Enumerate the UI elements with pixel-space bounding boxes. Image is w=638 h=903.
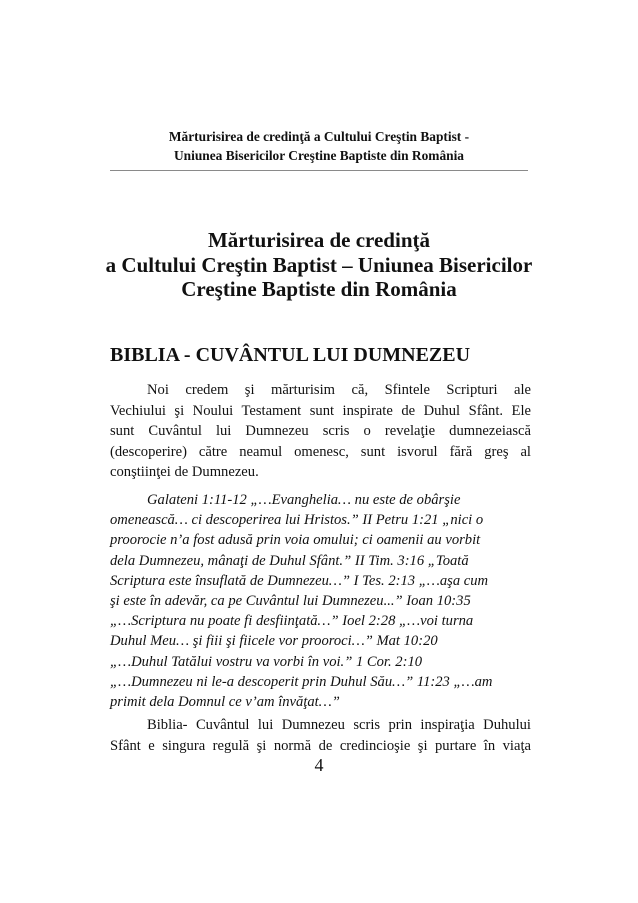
- reference-line: proorocie n’a fost adusă prin voia omului; ci oamenii au vorbit: [110, 532, 481, 549]
- paragraph-line: (descoperire) către neamul omenesc, sunt isvorul fără greş al: [110, 443, 531, 460]
- paragraph-intro: [110, 380, 531, 483]
- reference-line: şi este în adevăr, ca pe Cuvântul lui Dumnezeu...” Ioan 10:35: [110, 592, 471, 609]
- reference-line: Scriptura este însuflată de Dumnezeu…” I Tes. 2:13 „…aşa cum: [110, 572, 489, 589]
- scripture-references: [110, 490, 531, 712]
- paragraph-line: Biblia- Cuvântul lui Dumnezeu scris prin inspiraţia Duhului: [147, 717, 531, 733]
- reference-line: omenească… ci descoperirea lui Hristos.” II Petru 1:21 „nici o: [110, 512, 484, 529]
- reference-line: Galateni 1:11-12 „…Evanghelia… nu este de obârşie: [147, 492, 461, 508]
- section-heading: BIBLIA - CUVÂNTUL LUI DUMNEZEU: [110, 344, 471, 366]
- title-line-2: a Cultului Creştin Baptist – Uniunea Bisericilor: [105, 252, 533, 277]
- reference-line: dela Dumnezeu, mânaţi de Duhul Sfânt.” II Tim. 3:16 „Toată: [110, 552, 469, 569]
- paragraph-line: Noi credem şi mărturisim că, Sfintele Scripturi ale: [147, 382, 531, 398]
- header-divider: [110, 170, 528, 171]
- paragraph-bible: [110, 715, 531, 756]
- title-line-1: Mărturisirea de credinţă: [207, 228, 430, 252]
- paragraph-line: Sfânt e singura regulă şi normă de credincioşie şi purtare în viaţa: [110, 737, 531, 754]
- running-header-line-1: Mărturisirea de credinţă a Cultului Creştin Baptist -: [168, 129, 470, 144]
- paragraph-line: conştiinţei de Dumnezeu.: [110, 464, 259, 481]
- document-title: [100, 228, 538, 302]
- title-line-3: Creştine Baptiste din România: [181, 277, 457, 301]
- reference-line: primit dela Domnul ce v’am învăţat…”: [110, 693, 340, 710]
- paragraph-line: Vechiului şi Noului Testament sunt inspirate de Duhul Sfânt. Ele: [110, 402, 531, 419]
- reference-line: „…Dumnezeu ni le-a descoperit prin Duhul Său…” 11:23 „…am: [110, 673, 493, 690]
- running-header-line-2: Uniunea Bisericilor Creştine Baptiste din România: [173, 148, 465, 163]
- reference-line: „…Scriptura nu poate fi desfiinţată…” Ioel 2:28 „…voi turna: [110, 613, 474, 630]
- reference-line: Duhul Meu… şi fiii şi fiicele vor prooroci…” Mat 10:20: [110, 633, 438, 650]
- paragraph-line: sunt Cuvântul lui Dumnezeu scris o revelaţie dumnezeiască: [110, 423, 531, 440]
- reference-line: „…Duhul Tatălui vostru va vorbi în voi.” 1 Cor. 2:10: [110, 653, 423, 670]
- page-number: 4: [314, 755, 324, 775]
- running-header: [110, 127, 528, 165]
